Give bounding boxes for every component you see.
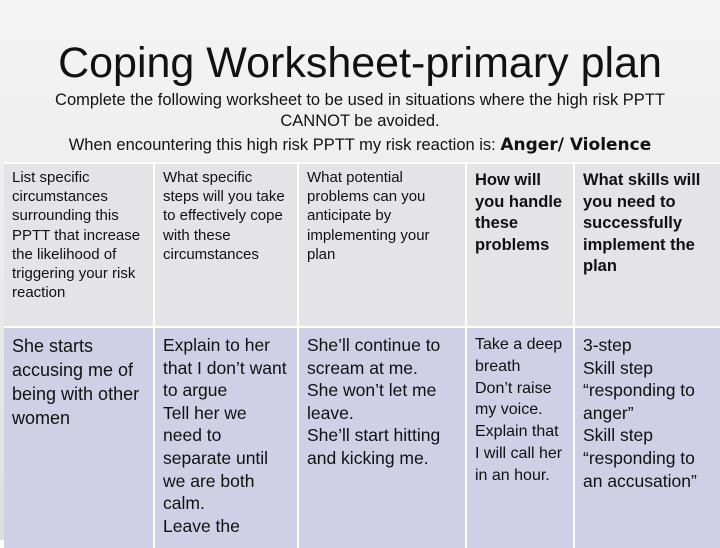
coping-worksheet-table (4, 162, 720, 548)
page-title: Coping Worksheet-primary plan (58, 39, 662, 87)
header-potential-problems: What potential problems can you anticipate by implementing your plan (298, 163, 466, 327)
risk-reaction-prefix: When encountering this high risk PPTT my risk reaction is: (68, 136, 496, 154)
risk-reaction-line (0, 134, 720, 156)
cell-skills-needed: 3-step Skill step “responding to anger” Skill step “responding to an accusation” (574, 327, 720, 548)
instructions-text: Complete the following worksheet to be used in situations where the high risk PPTT CANNOT be avoided. (55, 91, 665, 130)
table-header-row (4, 163, 720, 327)
header-handle-problems: How will you handle these problems (466, 163, 574, 327)
cell-handle-problems: Take a deep breath Don’t raise my voice. Explain that I will call her in an hour. (466, 327, 574, 548)
table-row (4, 327, 720, 548)
cell-potential-problems: She’ll continue to scream at me. She won’t let me leave. She’ll start hitting and kicking me. (298, 327, 466, 548)
cell-circumstances: She starts accusing me of being with other women (4, 327, 154, 548)
header-circumstances: List specific circumstances surrounding this PPTT that increase the likelihood of triggering your risk reaction (4, 163, 154, 327)
header-skills-needed: What skills will you need to successfully implement the plan (574, 163, 720, 327)
header-coping-steps: What specific steps will you take to effectively cope with these circumstances (154, 163, 298, 327)
cell-coping-steps: Explain to her that I don’t want to argue Tell her we need to separate until we are both calm. Leave the (154, 327, 298, 548)
risk-reaction-value: Anger/ Violence (500, 135, 652, 155)
